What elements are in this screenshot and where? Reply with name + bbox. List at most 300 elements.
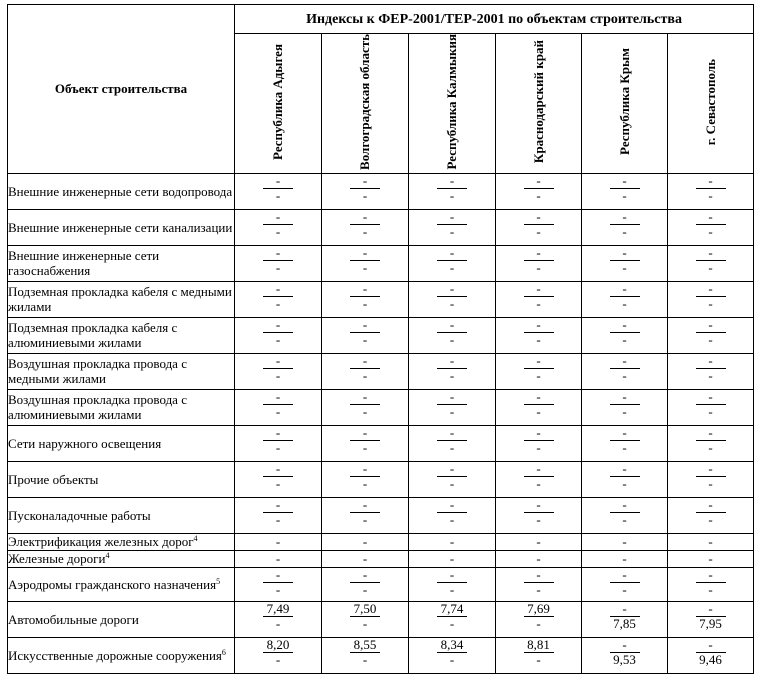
- index-value-cell: [322, 353, 409, 389]
- index-denominator: -: [708, 403, 713, 419]
- index-numerator: -: [350, 354, 380, 369]
- index-numerator: 8,81: [524, 638, 554, 653]
- index-value-cell: [496, 245, 582, 281]
- index-denominator: 7,95: [699, 615, 722, 631]
- index-fraction: [496, 498, 581, 533]
- index-numerator: -: [437, 318, 467, 333]
- index-denominator: -: [449, 439, 455, 455]
- index-value-cell: [409, 389, 496, 425]
- index-fraction: [668, 462, 753, 497]
- object-label-cell: [8, 245, 235, 281]
- object-label-cell: [8, 461, 235, 497]
- object-label-cell: [8, 425, 235, 461]
- index-fraction: [582, 174, 667, 209]
- index-numerator: -: [610, 568, 640, 583]
- object-label: Аэродромы гражданского назначения: [8, 576, 217, 592]
- index-fraction: [409, 568, 495, 601]
- index-fraction: [582, 498, 667, 533]
- index-fraction: [235, 498, 321, 533]
- index-value-cell: [409, 567, 496, 601]
- index-value-cell: [235, 550, 322, 567]
- index-numerator: -: [437, 210, 467, 225]
- index-fraction: [582, 462, 667, 497]
- index-numerator: -: [524, 246, 554, 261]
- index-fraction: [322, 318, 408, 353]
- index-denominator: 9,53: [613, 651, 636, 667]
- index-numerator: -: [696, 568, 726, 583]
- index-numerator: -: [350, 568, 380, 583]
- index-value-cell: [322, 389, 409, 425]
- index-fraction: [582, 390, 667, 425]
- index-value-cell: [668, 353, 754, 389]
- index-value-cell: [235, 461, 322, 497]
- index-fraction: [322, 354, 408, 389]
- index-value-cell: [409, 353, 496, 389]
- index-value-cell: [409, 637, 496, 673]
- index-value-cell: [235, 425, 322, 461]
- indices-group-header: Индексы к ФЕР-2001/ТЕР-2001 по объектам строительства: [235, 5, 754, 34]
- index-value: -: [622, 533, 627, 549]
- index-denominator: -: [449, 367, 455, 383]
- index-numerator: -: [524, 498, 554, 513]
- index-numerator: -: [437, 568, 467, 583]
- index-fraction: [409, 174, 495, 209]
- index-fraction: [235, 282, 321, 317]
- index-value: -: [449, 533, 455, 549]
- object-label-cell: [8, 497, 235, 533]
- object-label-cell: [8, 353, 235, 389]
- index-value-cell: [496, 425, 582, 461]
- index-value-cell: [235, 353, 322, 389]
- index-fraction: [409, 638, 495, 673]
- index-numerator: -: [524, 282, 554, 297]
- index-denominator: -: [449, 295, 455, 311]
- index-fraction: [668, 390, 753, 425]
- index-denominator: -: [362, 511, 368, 527]
- index-denominator: -: [622, 439, 627, 455]
- index-fraction: [496, 318, 581, 353]
- index-fraction: [235, 462, 321, 497]
- index-value: -: [275, 533, 281, 549]
- index-value-cell: [668, 567, 754, 601]
- index-value-cell: [235, 637, 322, 673]
- object-label-cell: [8, 550, 235, 567]
- index-numerator: -: [610, 174, 640, 189]
- table-row: [8, 209, 754, 245]
- object-label-cell: [8, 173, 235, 209]
- index-numerator: -: [524, 354, 554, 369]
- index-fraction: [409, 282, 495, 317]
- index-denominator: -: [708, 295, 713, 311]
- index-denominator: -: [449, 511, 455, 527]
- index-value-cell: [409, 281, 496, 317]
- index-fraction: [322, 568, 408, 601]
- index-value: -: [622, 550, 627, 566]
- index-fraction: [668, 568, 753, 601]
- index-value-cell: [582, 281, 668, 317]
- index-value-cell: [409, 497, 496, 533]
- footnote-ref: 5: [216, 576, 221, 586]
- index-numerator: -: [696, 638, 726, 653]
- index-numerator: -: [610, 318, 640, 333]
- index-value-cell: [322, 550, 409, 567]
- index-fraction: [322, 390, 408, 425]
- index-value-cell: [582, 173, 668, 209]
- index-fraction: [496, 354, 581, 389]
- index-value-cell: [322, 637, 409, 673]
- index-denominator: -: [362, 331, 368, 347]
- index-value-cell: [235, 245, 322, 281]
- index-value-cell: [235, 209, 322, 245]
- index-numerator: -: [610, 426, 640, 441]
- object-label-cell: [8, 533, 235, 550]
- index-denominator: -: [708, 581, 713, 597]
- index-value-cell: [496, 533, 582, 550]
- region-header: Республика Крым: [582, 34, 668, 174]
- index-numerator: -: [610, 602, 640, 617]
- index-denominator: -: [362, 615, 368, 631]
- index-numerator: -: [524, 318, 554, 333]
- index-denominator: -: [708, 223, 713, 239]
- index-numerator: -: [524, 568, 554, 583]
- index-denominator: -: [622, 259, 627, 275]
- index-denominator: -: [449, 475, 455, 491]
- index-denominator: -: [449, 187, 455, 203]
- index-fraction: [235, 638, 321, 673]
- footnote-ref: 6: [221, 647, 226, 657]
- index-numerator: 8,34: [437, 638, 467, 653]
- table-row: [8, 353, 754, 389]
- object-label: Сети наружного освещения: [8, 435, 162, 451]
- index-value-cell: [668, 245, 754, 281]
- index-denominator: -: [275, 367, 281, 383]
- index-denominator: -: [536, 367, 541, 383]
- index-value-cell: [496, 637, 582, 673]
- index-denominator: -: [449, 259, 455, 275]
- index-fraction: [409, 426, 495, 461]
- index-denominator: -: [708, 367, 713, 383]
- index-numerator: -: [263, 282, 293, 297]
- index-denominator: -: [449, 581, 455, 597]
- index-numerator: -: [610, 498, 640, 513]
- index-denominator: -: [536, 223, 541, 239]
- index-fraction: [668, 246, 753, 281]
- table-body: [8, 173, 754, 673]
- object-label: Электрификация железных дорог: [8, 534, 194, 550]
- footnote-ref: 4: [105, 551, 110, 561]
- index-numerator: -: [524, 462, 554, 477]
- index-value-cell: [322, 173, 409, 209]
- index-numerator: -: [350, 318, 380, 333]
- index-value-cell: [409, 461, 496, 497]
- index-denominator: -: [622, 475, 627, 491]
- index-fraction: [582, 318, 667, 353]
- index-fraction: [668, 426, 753, 461]
- object-label-cell: [8, 637, 235, 673]
- index-denominator: -: [536, 295, 541, 311]
- index-numerator: -: [350, 246, 380, 261]
- index-value: -: [362, 550, 368, 566]
- index-numerator: -: [263, 462, 293, 477]
- index-denominator: -: [275, 581, 281, 597]
- index-numerator: -: [696, 602, 726, 617]
- index-numerator: -: [610, 462, 640, 477]
- index-denominator: -: [275, 651, 281, 667]
- index-denominator: -: [275, 475, 281, 491]
- index-numerator: 7,69: [524, 602, 554, 617]
- index-fraction: [496, 462, 581, 497]
- index-denominator: -: [449, 403, 455, 419]
- index-numerator: -: [350, 462, 380, 477]
- index-fraction: [668, 210, 753, 245]
- index-numerator: 8,55: [350, 638, 380, 653]
- region-header: г. Севастополь: [668, 34, 754, 174]
- index-denominator: -: [362, 259, 368, 275]
- index-numerator: -: [524, 426, 554, 441]
- index-numerator: -: [696, 390, 726, 405]
- index-denominator: -: [622, 581, 627, 597]
- index-value-cell: [322, 245, 409, 281]
- table-row: [8, 497, 754, 533]
- index-numerator: -: [437, 354, 467, 369]
- index-denominator: -: [275, 439, 281, 455]
- index-value-cell: [496, 353, 582, 389]
- index-value-cell: [322, 497, 409, 533]
- index-value-cell: [668, 637, 754, 673]
- object-label-cell: [8, 209, 235, 245]
- index-fraction: [235, 568, 321, 601]
- index-numerator: -: [350, 210, 380, 225]
- object-label-cell: [8, 389, 235, 425]
- index-fraction: [322, 246, 408, 281]
- index-fraction: [409, 354, 495, 389]
- index-value-cell: [496, 389, 582, 425]
- index-fraction: [235, 354, 321, 389]
- index-denominator: -: [536, 403, 541, 419]
- index-value-cell: [409, 317, 496, 353]
- index-fraction: [496, 426, 581, 461]
- index-value-cell: [582, 601, 668, 637]
- object-column-header: Объект строительства: [8, 5, 235, 174]
- object-label: Воздушная прокладка провода с медными жилами: [8, 356, 187, 387]
- index-numerator: -: [263, 568, 293, 583]
- index-numerator: -: [263, 174, 293, 189]
- index-value-cell: [668, 497, 754, 533]
- index-denominator: -: [536, 615, 541, 631]
- index-fraction: [582, 282, 667, 317]
- index-value-cell: [496, 281, 582, 317]
- index-fraction: [582, 246, 667, 281]
- index-numerator: 7,74: [437, 602, 467, 617]
- index-numerator: -: [263, 498, 293, 513]
- index-fraction: [409, 318, 495, 353]
- index-value-cell: [668, 173, 754, 209]
- index-value-cell: [322, 281, 409, 317]
- index-fraction: [496, 638, 581, 673]
- index-value-cell: [322, 425, 409, 461]
- index-denominator: -: [708, 475, 713, 491]
- index-denominator: -: [622, 403, 627, 419]
- index-value-cell: [668, 425, 754, 461]
- index-value-cell: [235, 601, 322, 637]
- object-label-cell: [8, 317, 235, 353]
- index-numerator: -: [524, 390, 554, 405]
- index-numerator: -: [610, 390, 640, 405]
- index-fraction: [668, 318, 753, 353]
- index-numerator: -: [610, 282, 640, 297]
- index-denominator: 7,85: [613, 615, 636, 631]
- index-value-cell: [668, 533, 754, 550]
- table-row: [8, 533, 754, 550]
- index-numerator: -: [263, 210, 293, 225]
- index-value-cell: [235, 173, 322, 209]
- index-denominator: -: [275, 295, 281, 311]
- index-numerator: -: [350, 282, 380, 297]
- index-numerator: -: [696, 354, 726, 369]
- index-fraction: [409, 462, 495, 497]
- index-fraction: [409, 390, 495, 425]
- object-label: Искусственные дорожные сооружения: [8, 647, 222, 663]
- index-denominator: -: [708, 259, 713, 275]
- index-numerator: -: [524, 210, 554, 225]
- index-value-cell: [668, 550, 754, 567]
- index-numerator: -: [437, 390, 467, 405]
- index-numerator: 7,49: [263, 602, 293, 617]
- index-value-cell: [582, 550, 668, 567]
- index-numerator: -: [437, 426, 467, 441]
- index-value-cell: [668, 209, 754, 245]
- index-fraction: [235, 390, 321, 425]
- index-fraction: [496, 390, 581, 425]
- index-denominator: -: [622, 511, 627, 527]
- index-numerator: -: [610, 210, 640, 225]
- index-value-cell: [668, 317, 754, 353]
- index-value-cell: [496, 461, 582, 497]
- index-denominator: -: [622, 367, 627, 383]
- index-denominator: -: [275, 331, 281, 347]
- index-value-cell: [409, 601, 496, 637]
- index-fraction: [235, 426, 321, 461]
- index-value-cell: [668, 461, 754, 497]
- index-fraction: [235, 246, 321, 281]
- index-numerator: -: [696, 282, 726, 297]
- index-fraction: [582, 210, 667, 245]
- index-value-cell: [582, 637, 668, 673]
- index-fraction: [409, 246, 495, 281]
- index-value: -: [708, 533, 713, 549]
- index-numerator: -: [350, 426, 380, 441]
- index-numerator: -: [437, 282, 467, 297]
- table-row: [8, 317, 754, 353]
- index-denominator: -: [362, 581, 368, 597]
- index-denominator: -: [622, 223, 627, 239]
- index-denominator: -: [362, 475, 368, 491]
- table-row: [8, 601, 754, 637]
- index-value-cell: [409, 245, 496, 281]
- index-denominator: -: [362, 295, 368, 311]
- index-numerator: -: [263, 318, 293, 333]
- index-denominator: -: [536, 259, 541, 275]
- index-value-cell: [582, 245, 668, 281]
- index-fraction: [322, 210, 408, 245]
- index-value-cell: [235, 281, 322, 317]
- index-value-cell: [409, 173, 496, 209]
- index-value-cell: [496, 567, 582, 601]
- index-numerator: -: [437, 462, 467, 477]
- index-denominator: -: [708, 331, 713, 347]
- index-denominator: -: [362, 367, 368, 383]
- index-fraction: [322, 638, 408, 673]
- index-value-cell: [496, 317, 582, 353]
- index-value-cell: [322, 317, 409, 353]
- object-label: Железные дороги: [8, 551, 106, 567]
- index-denominator: -: [275, 223, 281, 239]
- index-numerator: -: [263, 426, 293, 441]
- table-row: [8, 245, 754, 281]
- index-denominator: -: [449, 223, 455, 239]
- index-fraction: [582, 638, 667, 673]
- index-numerator: -: [696, 174, 726, 189]
- index-fraction: [322, 426, 408, 461]
- index-value-cell: [582, 497, 668, 533]
- index-value-cell: [582, 533, 668, 550]
- table-row: [8, 550, 754, 567]
- object-label: Внешние инженерные сети канализации: [8, 219, 233, 235]
- index-denominator: -: [536, 511, 541, 527]
- index-denominator: -: [362, 223, 368, 239]
- index-fraction: [496, 568, 581, 601]
- index-value-cell: [496, 601, 582, 637]
- table-row: [8, 281, 754, 317]
- index-value: -: [362, 533, 368, 549]
- object-label: Прочие объекты: [8, 471, 99, 487]
- index-numerator: 7,50: [350, 602, 380, 617]
- index-numerator: -: [263, 354, 293, 369]
- index-value-cell: [496, 209, 582, 245]
- index-value-cell: [496, 173, 582, 209]
- index-denominator: -: [536, 187, 541, 203]
- index-value-cell: [582, 425, 668, 461]
- footnote-ref: 4: [193, 534, 198, 544]
- table-row: [8, 461, 754, 497]
- table-row: [8, 425, 754, 461]
- index-denominator: -: [622, 187, 627, 203]
- index-value-cell: [235, 533, 322, 550]
- index-denominator: -: [536, 475, 541, 491]
- index-numerator: -: [610, 638, 640, 653]
- index-fraction: [322, 174, 408, 209]
- index-numerator: -: [610, 246, 640, 261]
- index-fraction: [322, 462, 408, 497]
- index-value-cell: [235, 389, 322, 425]
- table-row: [8, 389, 754, 425]
- index-denominator: -: [449, 651, 455, 667]
- index-denominator: -: [362, 187, 368, 203]
- index-fraction: [235, 318, 321, 353]
- index-denominator: -: [536, 581, 541, 597]
- index-value-cell: [409, 425, 496, 461]
- index-value-cell: [322, 209, 409, 245]
- index-numerator: -: [350, 390, 380, 405]
- index-value: -: [536, 550, 541, 566]
- object-label-cell: [8, 281, 235, 317]
- index-denominator: -: [536, 651, 541, 667]
- index-numerator: -: [610, 354, 640, 369]
- index-value-cell: [582, 317, 668, 353]
- index-numerator: -: [350, 498, 380, 513]
- index-fraction: [496, 174, 581, 209]
- index-fraction: [582, 426, 667, 461]
